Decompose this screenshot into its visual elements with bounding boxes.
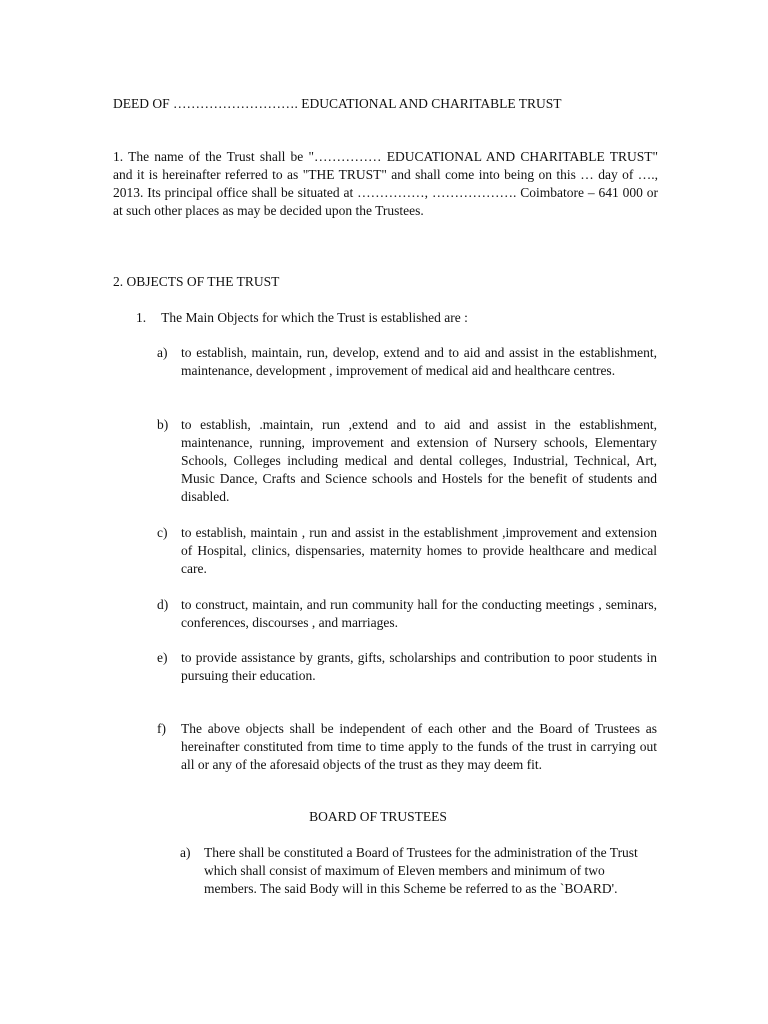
main-objects-text: The Main Objects for which the Trust is established are :	[161, 310, 468, 325]
object-item-b	[157, 416, 657, 506]
object-item-a	[157, 344, 657, 380]
object-text: to provide assistance by grants, gifts, scholarships and contribution to poor students in pursuing their education.	[181, 650, 657, 683]
deed-title: DEED OF ………………………. EDUCATIONAL AND CHARITABLE TRUST	[113, 96, 562, 111]
object-text: The above objects shall be independent of each other and the Board of Trustees as hereinafter constituted from time to time apply to the funds of the trust in carrying out all or any of the aforesaid objects of the trust as they may deem fit.	[181, 721, 657, 772]
main-objects-item	[136, 309, 656, 327]
main-objects-number: 1.	[136, 310, 147, 325]
object-marker: a)	[157, 345, 168, 360]
object-marker: b)	[157, 417, 169, 432]
object-marker: f)	[157, 721, 166, 736]
object-text: to establish, .maintain, run ,extend and to aid and assist in the establishment, maintenance, running, improvement and extension of Nursery schools, Elementary Schools, Colleges including medical and dental colleges, Industrial, Technical, Art, Music Dance, Crafts and Science schools and Hostels for the benefit of students and disabled.	[181, 417, 657, 504]
object-text: to construct, maintain, and run community hall for the conducting meetings , seminars, conferences, discourses , and marriages.	[181, 597, 657, 630]
trust-name-paragraph: 1. The name of the Trust shall be "…………… EDUCATIONAL AND CHARITABLE TRUST" and it is hereinafter referred to as "THE TRUST" and shall come into being on this … day of …., 2013. Its principal office shall be situated at ……………, ………………. Coimbatore – 641 000 or at such other places as may be decided upon the Trustees.	[113, 149, 658, 218]
object-marker: d)	[157, 597, 169, 612]
board-item-marker: a)	[180, 845, 191, 860]
object-text: to establish, maintain , run and assist in the establishment ,improvement and extension of Hospital, clinics, dispensaries, maternity homes to provide healthcare and medical care.	[181, 525, 657, 576]
object-marker: c)	[157, 525, 168, 540]
object-marker: e)	[157, 650, 168, 665]
object-item-f	[157, 720, 657, 774]
board-heading-row	[0, 808, 768, 826]
board-item-a	[180, 844, 658, 898]
board-heading: BOARD OF TRUSTEES	[309, 809, 447, 824]
objects-heading: 2. OBJECTS OF THE TRUST	[113, 274, 280, 289]
object-text: to establish, maintain, run, develop, extend and to aid and assist in the establishment, maintenance, development , improvement of medical aid and healthcare centres.	[181, 345, 657, 378]
board-item-text: There shall be constituted a Board of Trustees for the administration of the Trust which shall consist of maximum of Eleven members and minimum of two members. The said Body will in this Scheme be referred to as the `BOARD'.	[204, 845, 638, 896]
object-item-d	[157, 596, 657, 632]
object-item-e	[157, 649, 657, 685]
object-item-c	[157, 524, 657, 578]
